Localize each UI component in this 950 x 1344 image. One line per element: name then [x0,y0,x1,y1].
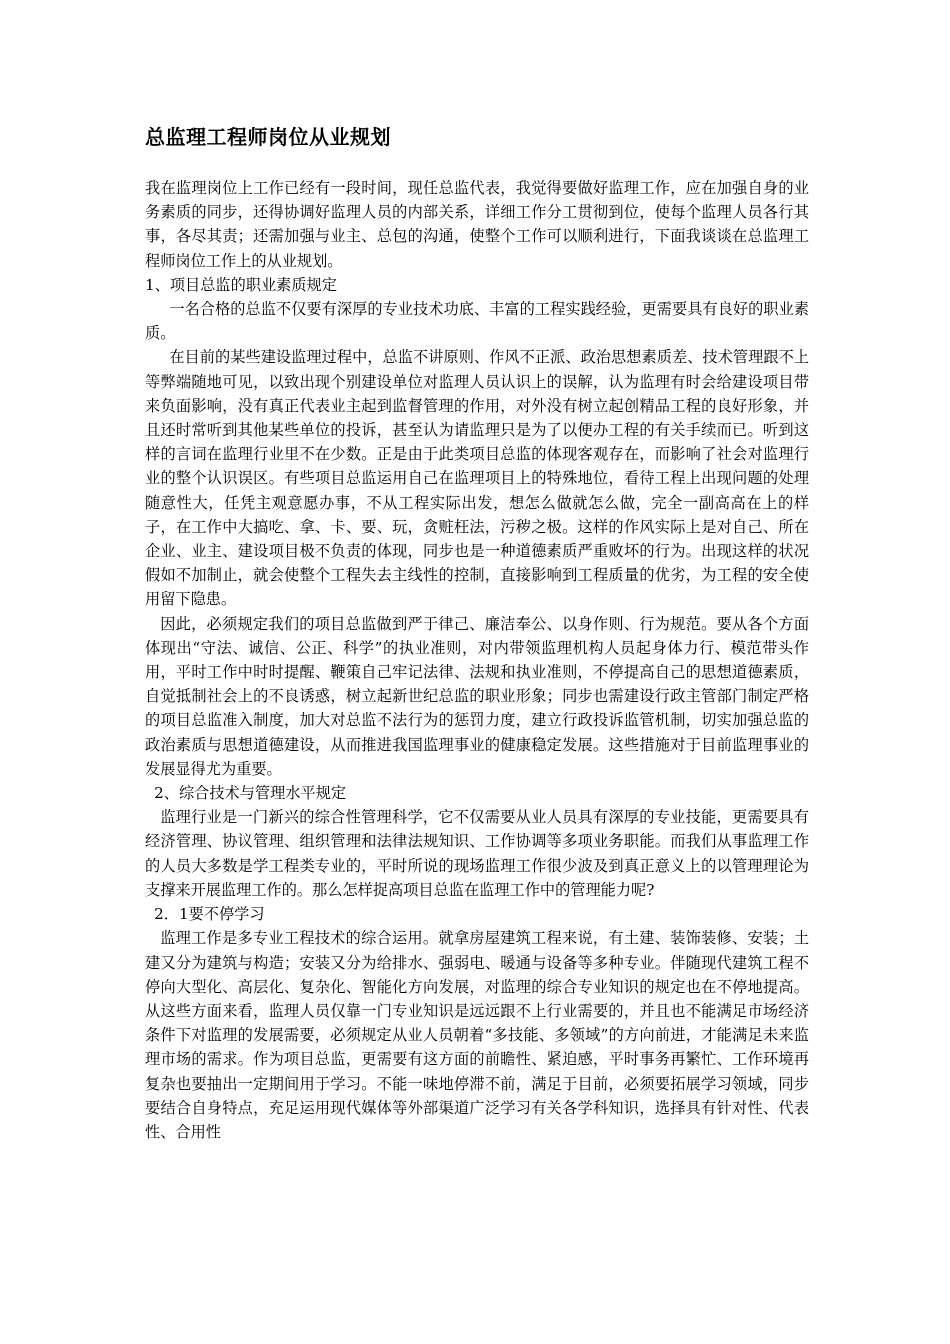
section-1-paragraph-1: 一名合格的总监不仅要有深厚的专业技术功底、丰富的工程实践经验，更需要具有良好的职业素质。 [145,300,809,343]
section-2-paragraph-1: 监理行业是一门新兴的综合性管理科学，它不仅需要从业人员具有深厚的专业技能，更需要具有经济管理、协议管理、组织管理和法律法规知识、工作协调等多项业务职能。而我们从事监理工作的人员大多数是学工程类专业的，平时所说的现场监理工作很少波及到真正意义上的以管理理论为支撑来开展监理工作的。那么怎样捉高项目总监在监理工作中的管理能力呢? [145,808,809,899]
document-title: 总监理工程师岗位从业规划 [145,125,391,149]
section-1-paragraph-2: 在目前的某些建设监理过程中，总监不讲原则、作风不正派、政治思想素质差、技术管理跟不上等弊端随地可见，以致出现个别建设单位对监理人员认识上的误解，认为监理有时会给建设项目带来负面影响，没有真正代表业主起到监督管理的作用，对外没有树立起创精品工程的良好形象，并且还时常听到其他某些单位的投诉，甚至认为请监理只是为了以便办工程的有关手续而已。听到这样的言词在监理行业里不在少数。正是由于此类项目总监的体现客观存在，而影响了社会对监理行业的整个认识误区。有些项目总监运用自己在监理项目上的特殊地位，看待工程上出现问题的处理随意性大，任凭主观意愿办事，不从工程实际出发，想怎么做就怎么做，完全一副高高在上的样子，在工作中大搞吃、拿、卡、要、玩，贪赃枉法，污秽之极。这样的作风实际上是对自己、所在企业、业主、建设项目极不负责的体现，同步也是一种道德素质严重败坏的行为。出现这样的状况假如不加制止，就会使整个工程失去主线性的控制，直接影响到工程质量的优劣，为工程的安全使用留下隐患。 [145,348,809,609]
section-1-heading: 1、项目总监的职业素质规定 [145,275,337,294]
section-2-1-heading: 2．1要不停学习 [154,905,265,924]
intro-paragraph: 我在监理岗位上工作已经有一段时间，现任总监代表，我觉得要做好监理工作，应在加强自身的业务素质的同步，还得协调好监理人员的内部关系，详细工作分工贯彻到位，使每个监理人员各行其事，各尽其责；还需加强与业主、总包的沟通，使整个工作可以顺利进行，下面我谈谈在总监理工程师岗位工作上的从业规划。 [145,179,809,270]
section-1-paragraph-3: 因此，必须规定我们的项目总监做到严于律己、廉洁奉公、以身作则、行为规范。要从各个方面体现出“守法、诚信、公正、科学”的执业准则，对内带领监理机构人员起身体力行、模范带头作用，平时工作中时时提醒、鞭策自己牢记法律、法规和执业准则，不停提高自己的思想道德素质，自觉抵制社会上的不良诱惑，树立起新世纪总监的职业形象；同步也需建设行政主管部门制定严格的项目总监准入制度，加大对总监不法行为的惩罚力度，建立行政投诉监管机制，切实加强总监的政治素质与思想道德建设，从而推进我国监理事业的健康稳定发展。这些措施对于目前监理事业的发展显得尤为重要。 [145,614,809,778]
section-2-heading: 2、综合技术与管理水平规定 [154,784,347,803]
document-page [145,122,809,1144]
section-2-1-paragraph-1: 监理工作是多专业工程技术的综合运用。就拿房屋建筑工程来说，有土建、装饰装修、安装；土建又分为建筑与构造；安装又分为给排水、强弱电、暖通与设备等多种专业。伴随现代建筑工程不停向大型化、高层化、复杂化、智能化方向发展，对监理的综合专业知识的规定也在不停地提高。从这些方面来看，监理人员仅靠一门专业知识是远远跟不上行业需要的，并且也不能满足市场经济条件下对监理的发展需要，必须规定从业人员朝着“多技能、多领域”的方向前进，才能满足未来监理市场的需求。作为项目总监，更需要有这方面的前瞻性、紧迫感，平时事务再繁忙、工作环境再复杂也要抽出一定期间用于学习。不能一味地停滞不前，满足于目前，必须要拓展学习领域，同步要结合自身特点，充足运用现代媒体等外部渠道广泛学习有关各学科知识，选择具有针对性、代表性、合用性 [145,929,809,1141]
